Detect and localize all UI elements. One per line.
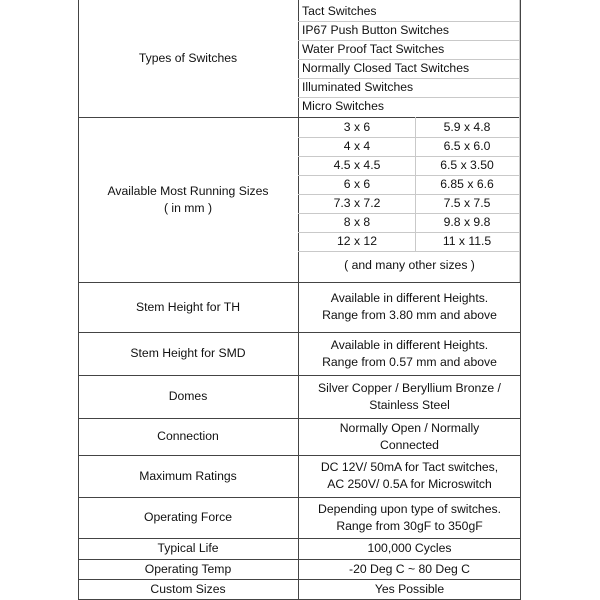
grid-hline	[298, 194, 520, 195]
type-item: Tact Switches	[302, 4, 377, 18]
type-item: Normally Closed Tact Switches	[302, 61, 470, 75]
grid-hline	[298, 175, 520, 176]
size-cell: 5.9 x 4.8	[443, 120, 491, 134]
grid-hline	[298, 156, 520, 157]
size-cell: 6.5 x 6.0	[443, 139, 491, 153]
size-cell: 9.8 x 9.8	[443, 215, 491, 229]
spec-label: Stem Height for SMD	[130, 346, 246, 360]
spec-value	[298, 332, 521, 375]
spec-value-line: Available in different Heights.	[330, 291, 489, 305]
spec-value-line: Range from 3.80 mm and above	[322, 308, 497, 322]
spec-value: -20 Deg C ~ 80 Deg C	[349, 561, 470, 576]
spec-label: Operating Force	[143, 510, 233, 524]
size-cell: 6.85 x 6.6	[440, 177, 494, 191]
sizes-note: ( and many other sizes )	[344, 258, 475, 272]
grid-hline	[78, 497, 521, 498]
spec-label: Domes	[168, 389, 208, 403]
size-cell: 11 x 11.5	[442, 234, 492, 248]
spec-value-line: Available in different Heights.	[330, 337, 489, 352]
grid-hline	[78, 117, 521, 118]
size-cell: 4 x 4	[343, 139, 371, 153]
size-cell: 7.5 x 7.5	[443, 196, 491, 210]
spec-value-line: Stainless Steel	[369, 397, 450, 412]
grid-hline	[298, 97, 520, 98]
grid-vline	[519, 117, 520, 282]
spec-value	[298, 282, 521, 332]
grid-hline	[78, 282, 521, 283]
spec-value-line: Range from 0.57 mm and above	[322, 354, 497, 369]
type-item: Illuminated Switches	[302, 80, 414, 94]
grid-hline	[298, 251, 520, 252]
spec-value-line: AC 250V/ 0.5A for Microswitch	[327, 477, 492, 491]
grid-vline	[415, 117, 416, 252]
grid-vline	[78, 0, 79, 600]
size-cell: 3 x 6	[343, 120, 371, 134]
spec-label: Maximum Ratings	[139, 468, 237, 483]
spec-table	[78, 0, 521, 600]
spec-label: Typical Life	[157, 541, 219, 555]
grid-hline	[78, 375, 521, 376]
grid-hline	[298, 59, 520, 60]
spec-label: Operating Temp	[144, 561, 232, 576]
spec-label: Connection	[157, 429, 219, 443]
spec-value	[298, 418, 521, 455]
spec-value-line: Connected	[380, 437, 439, 452]
types-label-text: Types of Switches	[138, 51, 238, 65]
type-item: Micro Switches	[302, 99, 384, 113]
spec-label: Stem Height for TH	[135, 299, 241, 314]
sizes-label	[78, 117, 298, 282]
size-cell: 8 x 8	[343, 215, 371, 229]
grid-hline	[298, 21, 520, 22]
grid-hline	[78, 538, 521, 539]
grid-hline	[298, 78, 520, 79]
spec-value-line: Range from 30gF to 350gF	[336, 518, 483, 533]
size-cell: 7.3 x 7.2	[333, 196, 381, 210]
grid-hline	[298, 40, 520, 41]
grid-vline	[520, 0, 521, 600]
sizes-label-line2: ( in mm )	[163, 200, 213, 215]
grid-hline	[78, 579, 521, 580]
grid-hline	[78, 455, 521, 456]
spec-label: Custom Sizes	[150, 581, 226, 596]
spec-value-line: Depending upon type of switches.	[318, 501, 501, 516]
sizes-label-line1: Available Most Running Sizes	[107, 183, 269, 198]
spec-value: Yes Possible	[374, 581, 445, 596]
size-cell: 6.5 x 3.50	[440, 158, 494, 172]
spec-value	[298, 455, 521, 497]
spec-value	[298, 375, 521, 418]
grid-vline	[298, 0, 299, 600]
spec-value	[298, 497, 521, 538]
grid-hline	[298, 213, 520, 214]
grid-hline	[78, 332, 521, 333]
size-cell: 4.5 x 4.5	[333, 158, 381, 172]
size-cell: 6 x 6	[343, 177, 371, 191]
size-cell: 12 x 12	[337, 234, 377, 248]
spec-value-line: Silver Copper / Beryllium Bronze /	[318, 380, 501, 395]
grid-hline	[298, 232, 520, 233]
types-label	[78, 0, 298, 117]
spec-value-line: DC 12V/ 50mA for Tact switches,	[320, 460, 499, 474]
grid-vline	[519, 0, 520, 117]
spec-value: 100,000 Cycles	[367, 541, 452, 555]
grid-hline	[298, 137, 520, 138]
grid-hline	[78, 418, 521, 419]
type-item: Water Proof Tact Switches	[302, 42, 445, 56]
spec-value-line: Normally Open / Normally	[339, 420, 480, 435]
type-item: IP67 Push Button Switches	[302, 23, 450, 37]
grid-hline	[78, 559, 521, 560]
